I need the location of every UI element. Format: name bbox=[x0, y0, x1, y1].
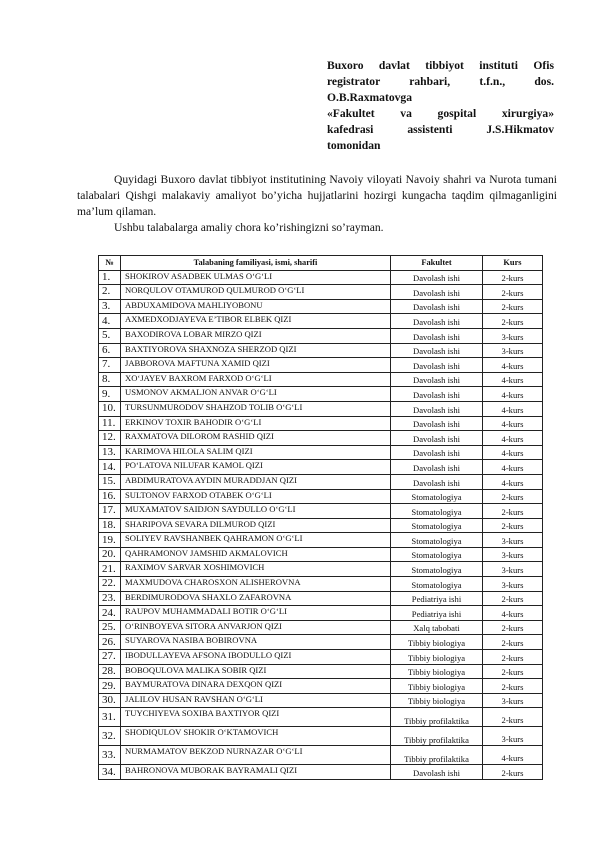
addressee-line-3: O.B.Raxmatovga bbox=[327, 90, 413, 104]
faculty: Tibbiy biologiya bbox=[391, 635, 483, 650]
course: 4-kurs bbox=[483, 445, 543, 460]
faculty: Xalq tabobati bbox=[391, 620, 483, 635]
faculty: Stomatologiya bbox=[391, 518, 483, 533]
table-row bbox=[99, 343, 543, 358]
student-name: RAXMATOVA DILOROM RASHID QIZI bbox=[121, 431, 391, 446]
row-number: 5. bbox=[99, 328, 121, 343]
course: 4-kurs bbox=[483, 358, 543, 373]
course: 2-kurs bbox=[483, 635, 543, 650]
faculty: Tibbiy biologiya bbox=[391, 679, 483, 694]
student-name: IBODULLAYEVA AFSONA IBODULLO QIZI bbox=[121, 650, 391, 665]
course: 4-kurs bbox=[483, 474, 543, 489]
course: 2-kurs bbox=[483, 591, 543, 606]
student-name: BAXODIROVA LOBAR MIRZO QIZI bbox=[121, 328, 391, 343]
row-number: 20. bbox=[99, 547, 121, 562]
student-name: ABDIMURATOVA AYDIN MURADDJAN QIZI bbox=[121, 474, 391, 489]
table-row bbox=[99, 650, 543, 665]
faculty: Tibbiy biologiya bbox=[391, 693, 483, 708]
faculty: Davolash ishi bbox=[391, 474, 483, 489]
row-number: 28. bbox=[99, 664, 121, 679]
table-row bbox=[99, 577, 543, 592]
faculty: Davolash ishi bbox=[391, 372, 483, 387]
student-name: SUYAROVA NASIBA BOBIROVNA bbox=[121, 635, 391, 650]
table-row bbox=[99, 416, 543, 431]
student-name: MUXAMATOV SAIDJON SAYDULLO O‘G‘LI bbox=[121, 504, 391, 519]
table-row bbox=[99, 547, 543, 562]
table-row bbox=[99, 489, 543, 504]
row-number: 15. bbox=[99, 474, 121, 489]
course: 2-kurs bbox=[483, 650, 543, 665]
row-number: 11. bbox=[99, 416, 121, 431]
course: 4-kurs bbox=[483, 746, 543, 765]
students-table bbox=[98, 255, 543, 780]
course: 2-kurs bbox=[483, 299, 543, 314]
course: 2-kurs bbox=[483, 620, 543, 635]
table-row bbox=[99, 727, 543, 746]
table-row bbox=[99, 533, 543, 548]
course: 2-kurs bbox=[483, 518, 543, 533]
table-row bbox=[99, 765, 543, 780]
table-row bbox=[99, 328, 543, 343]
sender-line-2: kafedrasi assistenti J.S.Hikmatov bbox=[327, 122, 554, 136]
table-row bbox=[99, 693, 543, 708]
faculty: Stomatologiya bbox=[391, 504, 483, 519]
student-name: USMONOV AKMALJON ANVAR O‘G‘LI bbox=[121, 387, 391, 402]
faculty: Tibbiy profilaktika bbox=[391, 727, 483, 746]
student-name: TUYCHIYEVA SOXIBA BAXTIYOR QIZI bbox=[121, 708, 391, 727]
student-name: JABBOROVA MAFTUNA XAMID QIZI bbox=[121, 358, 391, 373]
row-number: 32. bbox=[99, 727, 121, 746]
faculty: Pediatriya ishi bbox=[391, 591, 483, 606]
student-name: SHOKIROV ASADBEK ULMAS O‘G‘LI bbox=[121, 270, 391, 285]
faculty: Davolash ishi bbox=[391, 299, 483, 314]
row-number: 10. bbox=[99, 401, 121, 416]
student-name: NURMAMATOV BEKZOD NURNAZAR O‘G‘LI bbox=[121, 746, 391, 765]
student-name: SHARIPOVA SEVARA DILMUROD QIZI bbox=[121, 518, 391, 533]
row-number: 14. bbox=[99, 460, 121, 475]
faculty: Stomatologiya bbox=[391, 562, 483, 577]
table-row bbox=[99, 445, 543, 460]
course: 2-kurs bbox=[483, 285, 543, 300]
addressee-line-2: registrator rahbari, t.f.n., dos. bbox=[327, 74, 554, 88]
course: 3-kurs bbox=[483, 727, 543, 746]
student-name: SULTONOV FARXOD OTABEK O‘G‘LI bbox=[121, 489, 391, 504]
student-name: PO‘LATOVA NILUFAR KAMOL QIZI bbox=[121, 460, 391, 475]
course: 4-kurs bbox=[483, 606, 543, 621]
header-course: Kurs bbox=[483, 256, 543, 271]
body-paragraph-2: Ushbu talabalarga amaliy chora ko’rishingizni so’rayman. bbox=[114, 220, 384, 234]
faculty: Davolash ishi bbox=[391, 416, 483, 431]
faculty: Tibbiy biologiya bbox=[391, 650, 483, 665]
table-row bbox=[99, 285, 543, 300]
header-name: Talabaning familiyasi, ismi, sharifi bbox=[121, 256, 391, 271]
faculty: Stomatologiya bbox=[391, 533, 483, 548]
table-row bbox=[99, 591, 543, 606]
course: 2-kurs bbox=[483, 765, 543, 780]
row-number: 22. bbox=[99, 577, 121, 592]
faculty: Davolash ishi bbox=[391, 431, 483, 446]
row-number: 18. bbox=[99, 518, 121, 533]
student-name: ABDUXAMIDOVA MAHLIYOBONU bbox=[121, 299, 391, 314]
row-number: 23. bbox=[99, 591, 121, 606]
table-body bbox=[99, 270, 543, 779]
faculty: Stomatologiya bbox=[391, 489, 483, 504]
row-number: 31. bbox=[99, 708, 121, 727]
table-row bbox=[99, 606, 543, 621]
student-name: BAHRONOVA MUBORAK BAYRAMALI QIZI bbox=[121, 765, 391, 780]
student-name: BOBOQULOVA MALIKA SOBIR QIZI bbox=[121, 664, 391, 679]
table-row bbox=[99, 314, 543, 329]
header-number: № bbox=[99, 256, 121, 271]
sender-line-3: tomonidan bbox=[327, 138, 381, 152]
header-faculty: Fakultet bbox=[391, 256, 483, 271]
student-name: SHODIQULOV SHOKIR O‘KTAMOVICH bbox=[121, 727, 391, 746]
table-row bbox=[99, 270, 543, 285]
row-number: 9. bbox=[99, 387, 121, 402]
row-number: 25. bbox=[99, 620, 121, 635]
row-number: 8. bbox=[99, 372, 121, 387]
table-row bbox=[99, 401, 543, 416]
faculty: Davolash ishi bbox=[391, 270, 483, 285]
student-name: AXMEDXODJAYEVA E’TIBOR ELBEK QIZI bbox=[121, 314, 391, 329]
faculty: Stomatologiya bbox=[391, 547, 483, 562]
row-number: 13. bbox=[99, 445, 121, 460]
course: 4-kurs bbox=[483, 431, 543, 446]
table-row bbox=[99, 635, 543, 650]
row-number: 29. bbox=[99, 679, 121, 694]
course: 4-kurs bbox=[483, 401, 543, 416]
course: 2-kurs bbox=[483, 314, 543, 329]
faculty: Tibbiy profilaktika bbox=[391, 708, 483, 727]
table-row bbox=[99, 372, 543, 387]
letter-body bbox=[77, 172, 557, 236]
row-number: 17. bbox=[99, 504, 121, 519]
table-row bbox=[99, 679, 543, 694]
faculty: Davolash ishi bbox=[391, 285, 483, 300]
course: 3-kurs bbox=[483, 577, 543, 592]
table-row bbox=[99, 708, 543, 727]
table-row bbox=[99, 387, 543, 402]
faculty: Tibbiy biologiya bbox=[391, 664, 483, 679]
addressee-line-1: Buxoro davlat tibbiyot instituti Ofis bbox=[327, 59, 554, 72]
sender-line-1: «Fakultet va gospital xirurgiya» bbox=[327, 106, 554, 120]
table-row bbox=[99, 474, 543, 489]
row-number: 30. bbox=[99, 693, 121, 708]
addressee-block bbox=[327, 58, 554, 153]
row-number: 12. bbox=[99, 431, 121, 446]
course: 3-kurs bbox=[483, 547, 543, 562]
row-number: 3. bbox=[99, 299, 121, 314]
course: 2-kurs bbox=[483, 270, 543, 285]
table-row bbox=[99, 620, 543, 635]
row-number: 24. bbox=[99, 606, 121, 621]
course: 2-kurs bbox=[483, 489, 543, 504]
table-header-row bbox=[99, 256, 543, 271]
faculty: Stomatologiya bbox=[391, 577, 483, 592]
table-row bbox=[99, 431, 543, 446]
student-name: BAXTIYOROVA SHAXNOZA SHERZOD QIZI bbox=[121, 343, 391, 358]
table-row bbox=[99, 562, 543, 577]
body-paragraph-1: Quyidagi Buxoro davlat tibbiyot institutining Navoiy viloyati Navoiy shahri va Nurota tumani talabalari Qishgi malakaviy amaliyot bo’yicha hujjatlarini hozirgi kungacha taqdim qilmaganligini ma’lum qilaman. bbox=[77, 173, 557, 218]
student-name: BERDIMURODOVA SHAXLO ZAFAROVNA bbox=[121, 591, 391, 606]
faculty: Davolash ishi bbox=[391, 314, 483, 329]
student-name: TURSUNMURODOV SHAHZOD TOLIB O‘G‘LI bbox=[121, 401, 391, 416]
faculty: Davolash ishi bbox=[391, 358, 483, 373]
student-name: ERKINOV TOXIR BAHODIR O‘G‘LI bbox=[121, 416, 391, 431]
course: 2-kurs bbox=[483, 679, 543, 694]
student-name: MAXMUDOVA CHAROSXON ALISHEROVNA bbox=[121, 577, 391, 592]
table-row bbox=[99, 746, 543, 765]
course: 4-kurs bbox=[483, 416, 543, 431]
student-name: QAHRAMONOV JAMSHID AKMALOVICH bbox=[121, 547, 391, 562]
student-name: NORQULOV OTAMUROD QULMUROD O‘G‘LI bbox=[121, 285, 391, 300]
student-name: KARIMOVA HILOLA SALIM QIZI bbox=[121, 445, 391, 460]
course: 3-kurs bbox=[483, 693, 543, 708]
course: 3-kurs bbox=[483, 328, 543, 343]
course: 2-kurs bbox=[483, 504, 543, 519]
table-row bbox=[99, 460, 543, 475]
student-name: O‘RINBOYEVA SITORA ANVARJON QIZI bbox=[121, 620, 391, 635]
course: 4-kurs bbox=[483, 372, 543, 387]
table-row bbox=[99, 518, 543, 533]
row-number: 2. bbox=[99, 285, 121, 300]
course: 3-kurs bbox=[483, 533, 543, 548]
student-name: RAUPOV MUHAMMADALI BOTIR O‘G‘LI bbox=[121, 606, 391, 621]
student-name: JALILOV HUSAN RAVSHAN O‘G‘LI bbox=[121, 693, 391, 708]
faculty: Davolash ishi bbox=[391, 401, 483, 416]
row-number: 4. bbox=[99, 314, 121, 329]
faculty: Davolash ishi bbox=[391, 343, 483, 358]
row-number: 26. bbox=[99, 635, 121, 650]
table-row bbox=[99, 504, 543, 519]
student-name: BAYMURATOVA DINARA DEXQON QIZI bbox=[121, 679, 391, 694]
row-number: 6. bbox=[99, 343, 121, 358]
course: 2-kurs bbox=[483, 708, 543, 727]
row-number: 27. bbox=[99, 650, 121, 665]
row-number: 21. bbox=[99, 562, 121, 577]
course: 3-kurs bbox=[483, 562, 543, 577]
row-number: 16. bbox=[99, 489, 121, 504]
row-number: 33. bbox=[99, 746, 121, 765]
row-number: 1. bbox=[99, 270, 121, 285]
student-name: SOLIYEV RAVSHANBEK QAHRAMON O‘G‘LI bbox=[121, 533, 391, 548]
faculty: Davolash ishi bbox=[391, 445, 483, 460]
faculty: Davolash ishi bbox=[391, 460, 483, 475]
table-row bbox=[99, 299, 543, 314]
row-number: 19. bbox=[99, 533, 121, 548]
course: 4-kurs bbox=[483, 460, 543, 475]
faculty: Davolash ishi bbox=[391, 387, 483, 402]
faculty: Tibbiy profilaktika bbox=[391, 746, 483, 765]
faculty: Davolash ishi bbox=[391, 328, 483, 343]
course: 2-kurs bbox=[483, 664, 543, 679]
table-row bbox=[99, 358, 543, 373]
course: 3-kurs bbox=[483, 343, 543, 358]
row-number: 7. bbox=[99, 358, 121, 373]
table-row bbox=[99, 664, 543, 679]
row-number: 34. bbox=[99, 765, 121, 780]
faculty: Davolash ishi bbox=[391, 765, 483, 780]
faculty: Pediatriya ishi bbox=[391, 606, 483, 621]
student-name: XO‘JAYEV BAXROM FARXOD O‘G‘LI bbox=[121, 372, 391, 387]
course: 4-kurs bbox=[483, 387, 543, 402]
student-name: RAXIMOV SARVAR XOSHIMOVICH bbox=[121, 562, 391, 577]
